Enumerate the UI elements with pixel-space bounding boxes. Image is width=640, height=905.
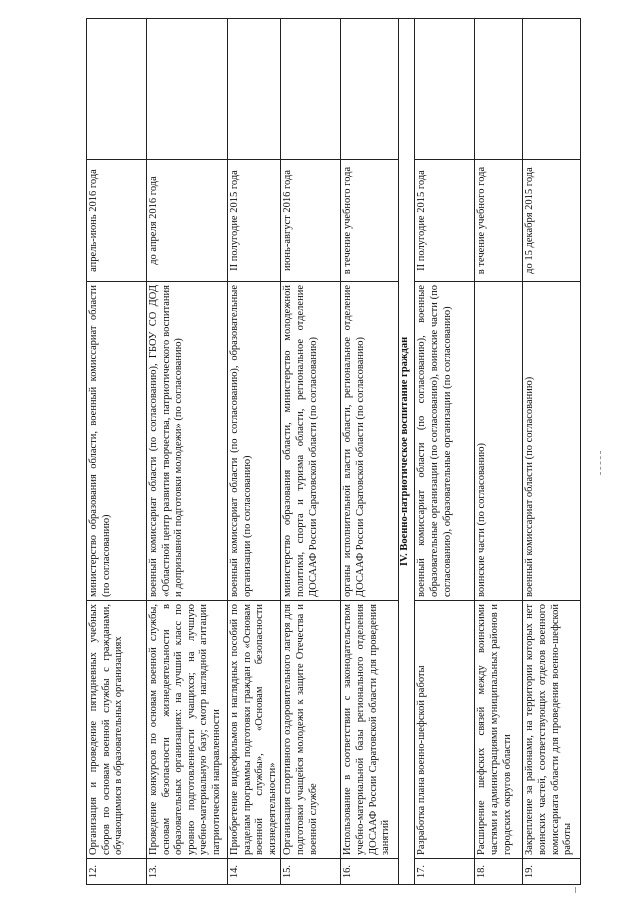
- section-heading: IV. Военно-патриотическое воспитание граждан: [399, 19, 415, 885]
- event-cell: Закрепление за районами, на территории которых нет воинских частей, соответствующих отделов военного комиссариата области для проведения военно-шефской работы: [523, 601, 581, 859]
- executors-cell: министерство образования области, военный комиссариат области (по согласованию): [87, 282, 147, 601]
- event-cell: Организация спортивного оздоровительного лагеря для подготовки учащейся молодежи к защите Отечества и военной службе: [281, 601, 341, 859]
- executors-cell: военный комиссариат области (по согласованию), образовательные организации (по согласованию): [228, 282, 281, 601]
- executors-cell: органы исполнительной власти области, региональное отделение ДОСААФ России Саратовской области (по согласованию): [341, 282, 399, 601]
- empty-cell: [475, 19, 523, 160]
- empty-cell: [281, 19, 341, 160]
- table-row: [228, 19, 281, 885]
- term-cell: в течение учебного года: [475, 160, 523, 282]
- section-row: [399, 19, 415, 885]
- empty-cell: [228, 19, 281, 160]
- empty-cell: [341, 19, 399, 160]
- event-cell: Разработка плана военно-шефской работы: [415, 601, 475, 859]
- executors-cell: военный комиссариат области (по согласованию): [523, 282, 581, 601]
- scan-mark: [575, 887, 576, 893]
- table-row: [281, 19, 341, 885]
- executors-cell: воинские части (по согласованию): [475, 282, 523, 601]
- empty-cell: [87, 19, 147, 160]
- term-cell: апрель-июнь 2016 года: [87, 160, 147, 282]
- empty-cell: [523, 19, 581, 160]
- term-cell: II полугодие 2015 года: [415, 160, 475, 282]
- term-cell: II полугодие 2015 года: [228, 160, 281, 282]
- term-cell: до 15 декабря 2015 года: [523, 160, 581, 282]
- table-row: [475, 19, 523, 885]
- plan-table: [86, 18, 581, 885]
- event-cell: Проведение конкурсов по основам военной службы, основам безопасности жизнедеятельности в образовательных организациях: на лучший класс по уровню подготовленности учащихся; на лучшую учебно-материальную базу; смотр наглядной агитации патриотической направленности: [147, 601, 228, 859]
- executors-cell: военный комиссариат области (по согласованию), ГБОУ СО ДОД «Областной центр развития творчества, патриотического воспитания и допризывной подготовки молодежи» (по согласованию): [147, 282, 228, 601]
- row-number: 13.: [147, 859, 228, 885]
- table-row: [341, 19, 399, 885]
- row-number: 18.: [475, 859, 523, 885]
- empty-cell: [415, 19, 475, 160]
- event-cell: Приобретение видеофильмов и наглядных пособий по разделам программы подготовки граждан по «Основам военной службы», «Основам безопасности жизнедеятельности»: [228, 601, 281, 859]
- term-cell: июнь-август 2016 года: [281, 160, 341, 282]
- table-row: [87, 19, 147, 885]
- event-cell: Расширение шефских связей между воинскими частями и администрациями муниципальных районов и городских округов области: [475, 601, 523, 859]
- term-cell: до апреля 2016 года: [147, 160, 228, 282]
- executors-cell: военный комиссариат области (по согласованию), военные образовательные организации (по согласованию), воинские части (по согласованию), образовательные организации (по согласованию): [415, 282, 475, 601]
- event-cell: Организация и проведение пятидневных учебных сборов по основам военной службы с гражданами, обучающимися в образовательных организациях: [87, 601, 147, 859]
- table-row: [415, 19, 475, 885]
- executors-cell: министерство образования области, министерство молодежной политики, спорта и туризма области, региональное отделение ДОСААФ России Саратовской области (по согласованию): [281, 282, 341, 601]
- term-cell: в течение учебного года: [341, 160, 399, 282]
- row-number: 12.: [87, 859, 147, 885]
- row-number: 19.: [523, 859, 581, 885]
- row-number: 16.: [341, 859, 399, 885]
- event-cell: Использование в соответствии с законодательством учебно-материальной базы регионального отделения ДОСААФ России Саратовской области для проведения занятий: [341, 601, 399, 859]
- scan-mark: [600, 451, 601, 475]
- table-row: [523, 19, 581, 885]
- empty-cell: [147, 19, 228, 160]
- row-number: 15.: [281, 859, 341, 885]
- table-row: [147, 19, 228, 885]
- row-number: 14.: [228, 859, 281, 885]
- row-number: 17.: [415, 859, 475, 885]
